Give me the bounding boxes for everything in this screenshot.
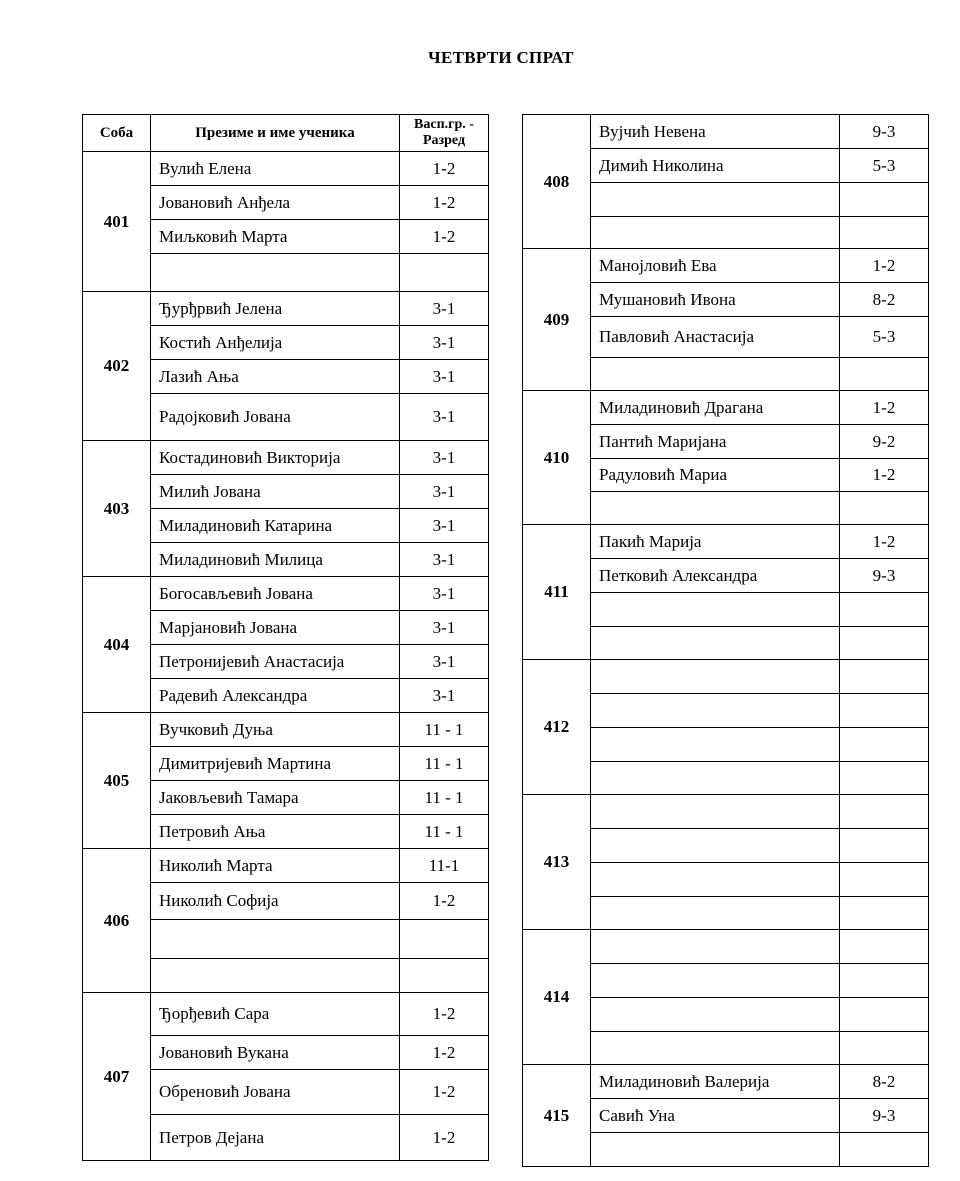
student-name [591, 897, 840, 930]
table-row [83, 152, 489, 186]
room-number: 401 [83, 152, 151, 292]
page-title: ЧЕТВРТИ СПРАТ [428, 48, 574, 67]
student-grade [840, 930, 929, 964]
student-name: Пантић Маријана [591, 425, 840, 459]
student-name: Јовановић Анђела [151, 186, 400, 220]
student-name [591, 1133, 840, 1167]
student-name: Радуловић Мариа [591, 459, 840, 492]
student-grade: 1-2 [400, 1115, 489, 1161]
student-name: Ђурђрвић Јелена [151, 292, 400, 326]
room-number: 406 [83, 849, 151, 993]
student-grade: 3-1 [400, 292, 489, 326]
room-number: 407 [83, 993, 151, 1161]
room-column-header: Соба [83, 115, 151, 152]
student-grade: 3-1 [400, 475, 489, 509]
student-grade: 3-1 [400, 394, 489, 441]
left-room-table [82, 114, 489, 1161]
student-grade [840, 217, 929, 249]
student-name: Костадиновић Викторија [151, 441, 400, 475]
student-grade [840, 492, 929, 525]
student-name: Марјановић Јована [151, 611, 400, 645]
student-name: Манојловић Ева [591, 249, 840, 283]
student-grade: 8-2 [840, 283, 929, 317]
table-row [523, 391, 929, 425]
student-name: Вучковић Дуња [151, 713, 400, 747]
student-grade [840, 897, 929, 930]
table-row [523, 249, 929, 283]
student-grade [840, 829, 929, 863]
student-grade [840, 183, 929, 217]
room-number: 413 [523, 795, 591, 930]
student-grade: 1-2 [400, 1036, 489, 1070]
table-row [523, 115, 929, 149]
student-grade: 3-1 [400, 543, 489, 577]
table-row [523, 525, 929, 559]
student-name: Радевић Александра [151, 679, 400, 713]
grade-header-line2: Разред [422, 133, 466, 148]
student-name: Пакић Марија [591, 525, 840, 559]
student-grade: 1-2 [400, 993, 489, 1036]
student-grade: 1-2 [400, 1070, 489, 1115]
room-number: 414 [523, 930, 591, 1065]
room-number: 409 [523, 249, 591, 391]
student-name: Петронијевић Анастасија [151, 645, 400, 679]
student-name [591, 863, 840, 897]
student-name [591, 964, 840, 998]
table-row [523, 660, 929, 694]
student-grade [840, 593, 929, 627]
grade-header-line1: Васп.гр. - [414, 117, 474, 132]
student-grade [840, 627, 929, 660]
student-grade [840, 795, 929, 829]
table-row [83, 292, 489, 326]
student-grade: 3-1 [400, 577, 489, 611]
table-row [83, 993, 489, 1036]
student-grade: 11 - 1 [400, 781, 489, 815]
student-name: Богосављевић Јована [151, 577, 400, 611]
table-header-row [83, 115, 489, 152]
student-grade: 5-3 [840, 317, 929, 358]
student-name: Димић Николина [591, 149, 840, 183]
student-name: Петров Дејана [151, 1115, 400, 1161]
student-name [591, 492, 840, 525]
student-name: Миладиновић Катарина [151, 509, 400, 543]
student-grade [840, 998, 929, 1032]
student-name [151, 254, 400, 292]
student-grade: 1-2 [400, 220, 489, 254]
student-name [591, 358, 840, 391]
table-row [523, 1065, 929, 1099]
student-grade [840, 660, 929, 694]
student-name [591, 694, 840, 728]
student-name [591, 660, 840, 694]
grade-column-header [400, 115, 489, 152]
student-name [591, 217, 840, 249]
student-name: Димитријевић Мартина [151, 747, 400, 781]
right-room-table [522, 114, 929, 1167]
student-name [591, 593, 840, 627]
student-grade: 9-3 [840, 559, 929, 593]
student-grade [400, 920, 489, 959]
student-grade: 3-1 [400, 441, 489, 475]
student-name: Радојковић Јована [151, 394, 400, 441]
student-name: Милић Јована [151, 475, 400, 509]
student-name: Лазић Ања [151, 360, 400, 394]
table-row [83, 577, 489, 611]
student-name [591, 998, 840, 1032]
student-grade [840, 762, 929, 795]
student-name [591, 183, 840, 217]
room-number: 411 [523, 525, 591, 660]
student-name: Савић Уна [591, 1099, 840, 1133]
student-grade: 11 - 1 [400, 713, 489, 747]
student-name: Павловић Анастасија [591, 317, 840, 358]
student-grade: 1-2 [840, 525, 929, 559]
student-name: Костић Анђелија [151, 326, 400, 360]
student-grade: 3-1 [400, 509, 489, 543]
student-name [151, 920, 400, 959]
student-grade [840, 964, 929, 998]
student-grade: 3-1 [400, 645, 489, 679]
student-grade: 1-2 [840, 459, 929, 492]
student-name: Јовановић Вукана [151, 1036, 400, 1070]
student-name: Петковић Александра [591, 559, 840, 593]
student-name [591, 829, 840, 863]
student-grade [840, 1133, 929, 1167]
room-number: 404 [83, 577, 151, 713]
right-table-body [523, 115, 929, 1167]
student-grade [840, 694, 929, 728]
table-row [83, 849, 489, 883]
student-name: Вујчић Невена [591, 115, 840, 149]
student-name: Миладиновић Милица [151, 543, 400, 577]
student-name [591, 930, 840, 964]
room-number: 412 [523, 660, 591, 795]
student-grade: 9-2 [840, 425, 929, 459]
student-grade [840, 1032, 929, 1065]
student-grade: 9-3 [840, 115, 929, 149]
student-name [591, 627, 840, 660]
student-grade: 1-2 [840, 249, 929, 283]
student-grade [400, 959, 489, 993]
student-grade [840, 728, 929, 762]
student-name [591, 762, 840, 795]
student-grade: 3-1 [400, 360, 489, 394]
student-name: Обреновић Јована [151, 1070, 400, 1115]
student-name [591, 1032, 840, 1065]
student-name [591, 795, 840, 829]
student-grade: 1-2 [400, 152, 489, 186]
student-name: Петровић Ања [151, 815, 400, 849]
room-number: 403 [83, 441, 151, 577]
student-grade: 3-1 [400, 326, 489, 360]
room-number: 405 [83, 713, 151, 849]
student-grade: 3-1 [400, 679, 489, 713]
student-grade: 11 - 1 [400, 815, 489, 849]
student-name: Ђорђевић Сара [151, 993, 400, 1036]
name-column-header: Презиме и име ученика [151, 115, 400, 152]
student-grade: 1-2 [400, 883, 489, 920]
student-grade: 11-1 [400, 849, 489, 883]
table-row [83, 441, 489, 475]
student-name: Мушановић Ивона [591, 283, 840, 317]
student-grade: 1-2 [840, 391, 929, 425]
student-grade: 9-3 [840, 1099, 929, 1133]
table-row [523, 930, 929, 964]
student-grade: 5-3 [840, 149, 929, 183]
student-grade [840, 358, 929, 391]
student-grade: 11 - 1 [400, 747, 489, 781]
student-grade: 3-1 [400, 611, 489, 645]
student-grade: 1-2 [400, 186, 489, 220]
student-grade [400, 254, 489, 292]
room-number: 402 [83, 292, 151, 441]
student-name [151, 959, 400, 993]
student-name [591, 728, 840, 762]
student-name: Миладиновић Драгана [591, 391, 840, 425]
student-grade [840, 863, 929, 897]
room-number: 415 [523, 1065, 591, 1167]
student-name: Николић Марта [151, 849, 400, 883]
table-row [523, 795, 929, 829]
left-table-body [83, 152, 489, 1161]
student-name: Миљковић Марта [151, 220, 400, 254]
room-number: 408 [523, 115, 591, 249]
table-row [83, 713, 489, 747]
student-grade: 8-2 [840, 1065, 929, 1099]
student-name: Миладиновић Валерија [591, 1065, 840, 1099]
student-name: Вулић Елена [151, 152, 400, 186]
room-number: 410 [523, 391, 591, 525]
student-name: Николић Софија [151, 883, 400, 920]
student-name: Јаковљевић Тамара [151, 781, 400, 815]
